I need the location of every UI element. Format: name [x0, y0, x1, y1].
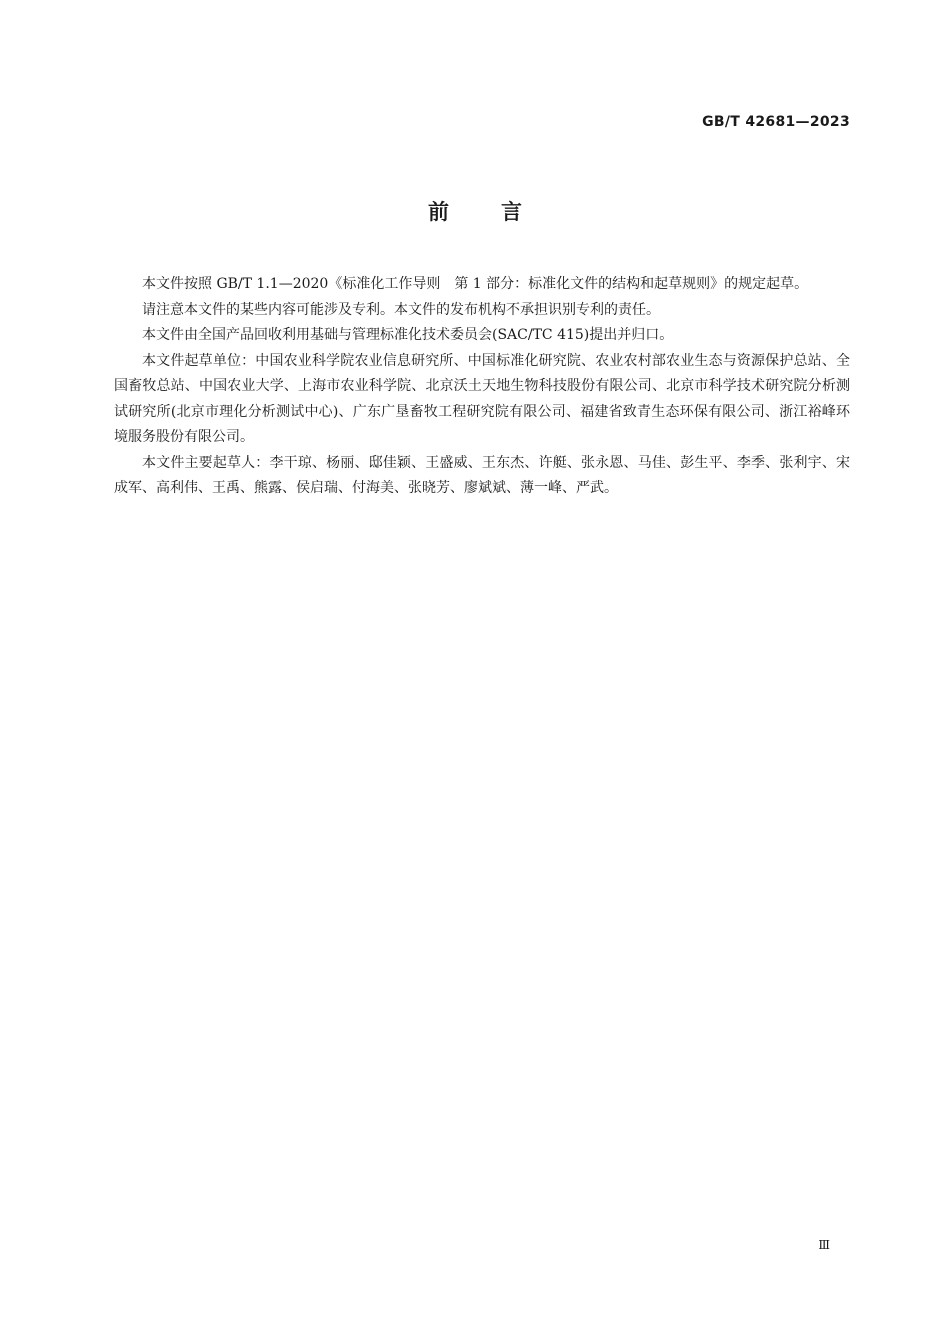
standard-number: GB/T 42681—2023	[702, 114, 850, 130]
paragraph-drafting-units: 本文件起草单位：中国农业科学院农业信息研究所、中国标准化研究院、农业农村部农业生态与资源保护总站、全国畜牧总站、中国农业大学、上海市农业科学院、北京沃土天地生物科技股份有限公司、北京市科学技术研究院分析测试研究所(北京市理化分析测试中心)、广东广垦畜牧工程研究院有限公司、福建省致青生态环保有限公司、浙江裕峰环境服务股份有限公司。	[114, 352, 850, 445]
paragraph-patent-notice: 请注意本文件的某些内容可能涉及专利。本文件的发布机构不承担识别专利的责任。	[142, 301, 660, 318]
paragraph-drafters: 本文件主要起草人：李干琼、杨丽、邸佳颖、王盛威、王东杰、许艇、张永恩、马佳、彭生平、李季、张利宇、宋成军、高利伟、王禹、熊露、侯启瑞、付海美、张晓芳、廖斌斌、薄一峰、严武。	[114, 454, 850, 496]
paragraph-drafting-rules: 本文件按照 GB/T 1.1—2020《标准化工作导则 第 1 部分：标准化文件的结构和起草规则》的规定起草。	[142, 276, 809, 292]
page-title: 前言	[428, 200, 574, 224]
body-text	[114, 272, 850, 502]
paragraph-proposer: 本文件由全国产品回收利用基础与管理标准化技术委员会(SAC/TC 415)提出并归口。	[142, 327, 674, 343]
page-number: Ⅲ	[818, 1238, 830, 1252]
